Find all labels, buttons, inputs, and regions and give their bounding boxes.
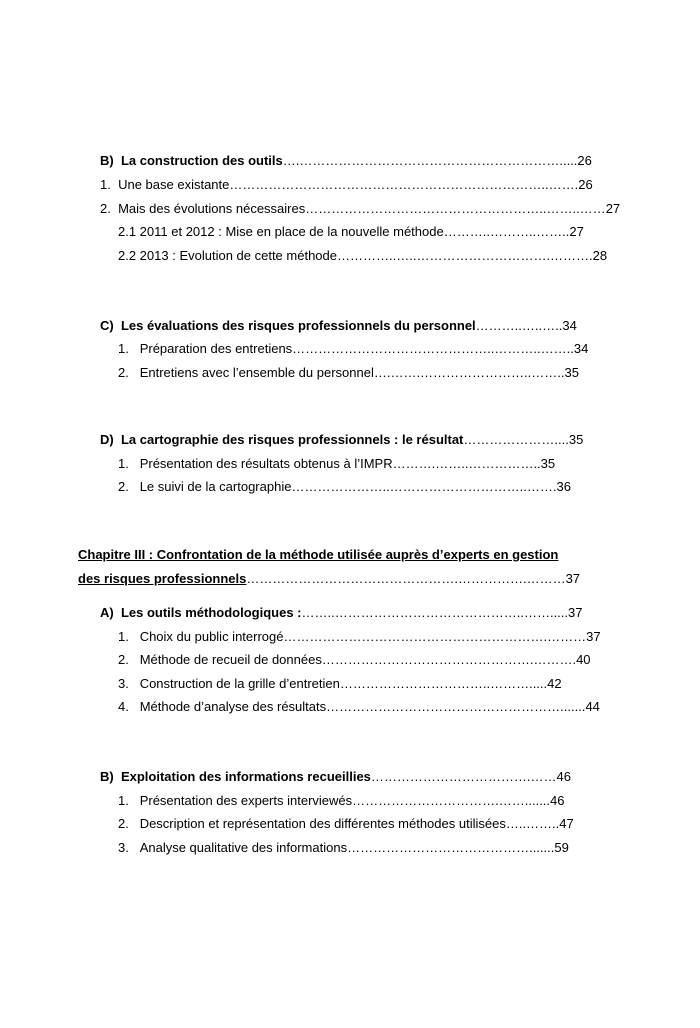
- toc-leader: …………………………………….......: [347, 840, 555, 855]
- toc-leader: …………………………….…….......: [352, 793, 551, 808]
- toc-marker: 1.: [118, 456, 129, 471]
- toc-text: Une base existante: [118, 177, 230, 192]
- toc-marker: B): [100, 153, 114, 168]
- toc-marker: 2.: [118, 479, 129, 494]
- toc-heading-d-cartographie[interactable]: [100, 432, 583, 448]
- toc-heading-b-exploitation[interactable]: [100, 769, 571, 785]
- toc-page-number: 34: [562, 318, 577, 333]
- toc-leader: ……………………………..……….....: [339, 676, 548, 691]
- toc-text: Présentation des résultats obtenus à l’IMPR: [139, 456, 393, 471]
- toc-text: Préparation des entretiens: [139, 341, 293, 356]
- toc-item[interactable]: [118, 456, 555, 472]
- toc-text: Construction de la grille d’entretien: [139, 676, 340, 691]
- toc-item[interactable]: [100, 201, 620, 217]
- toc-leader: ………..…..…..: [475, 318, 563, 333]
- toc-page-number: 37: [568, 605, 583, 620]
- toc-marker: 3.: [118, 676, 129, 691]
- toc-text: 2.1 2011 et 2012 : Mise en place de la nouvelle méthode: [118, 224, 444, 239]
- toc-leader: ……….……..……………..: [392, 456, 541, 471]
- toc-text: Entretiens avec l’ensemble du personnel: [139, 365, 374, 380]
- toc-page-number: 28: [592, 248, 608, 263]
- toc-marker: 1.: [118, 629, 129, 644]
- toc-page-number: 26: [578, 177, 593, 192]
- toc-chapter-3-title-line1[interactable]: [78, 547, 558, 563]
- toc-chapter-title: Chapitre III : Confrontation de la méthode utilisée auprès d’experts en gestion: [78, 547, 559, 562]
- toc-item[interactable]: [118, 793, 565, 809]
- toc-leader: ……..……………………………………..…….....: [301, 605, 569, 620]
- toc-item[interactable]: [118, 840, 569, 856]
- toc-text: 2.2 2013 : Evolution de cette méthode: [118, 248, 337, 263]
- toc-title: La construction des outils: [120, 153, 283, 168]
- toc-chapter-title: des risques professionnels: [78, 571, 247, 586]
- toc-page-number: 37: [586, 629, 601, 644]
- toc-item[interactable]: [118, 816, 574, 832]
- toc-page-number: 34: [573, 341, 589, 356]
- toc-page-number: 42: [547, 676, 562, 691]
- toc-text: Méthode de recueil de données: [139, 652, 322, 667]
- toc-text: Présentation des experts interviewés: [139, 793, 353, 808]
- toc-title: La cartographie des risques professionnels : le résultat: [120, 432, 464, 447]
- toc-leader: ………..………..……..: [443, 224, 570, 239]
- toc-item[interactable]: [118, 341, 588, 357]
- toc-text: Choix du public interrogé: [139, 629, 284, 644]
- toc-marker: B): [100, 769, 114, 784]
- toc-leader: ………………………………………………………………..…….: [229, 177, 579, 192]
- toc-leader: ……………………………………………….......: [326, 699, 586, 714]
- toc-marker: C): [100, 318, 114, 333]
- toc-title: Les outils méthodologiques :: [120, 605, 302, 620]
- toc-marker: 1.: [100, 177, 111, 192]
- toc-item[interactable]: [118, 676, 562, 692]
- toc-marker: 2.: [118, 365, 129, 380]
- toc-item[interactable]: [118, 479, 571, 495]
- toc-page-number: 27: [569, 224, 584, 239]
- toc-marker: 4.: [118, 699, 129, 714]
- toc-item[interactable]: [118, 699, 600, 715]
- toc-item[interactable]: [118, 365, 579, 381]
- toc-marker: 3.: [118, 840, 129, 855]
- toc-page-number: 35: [568, 432, 584, 447]
- toc-page-number: 37: [565, 571, 581, 586]
- toc-leader: ………………………………………………..……..……: [305, 201, 606, 216]
- toc-text: Le suivi de la cartographie: [139, 479, 292, 494]
- toc-chapter-3-title-line2[interactable]: [78, 571, 580, 587]
- toc-leader: …………………..…………………………..…….: [291, 479, 557, 494]
- toc-text: Mais des évolutions nécessaires: [118, 201, 306, 216]
- toc-leader: ………………………………………….…………….………: [246, 571, 566, 586]
- toc-leader: ………………………………………..………..……..: [292, 341, 574, 356]
- toc-page-number: 44: [585, 699, 600, 714]
- toc-marker: A): [100, 605, 114, 620]
- toc-heading-a-outils[interactable]: [100, 605, 583, 621]
- toc-text: Méthode d’analyse des résultats: [139, 699, 327, 714]
- toc-leader: …………………………………………………….………: [283, 629, 587, 644]
- toc-leader: ….…………………………………………………….....: [282, 153, 578, 168]
- toc-leader: …………………....: [463, 432, 569, 447]
- toc-leader: ………………………………………….……….: [321, 652, 577, 667]
- toc-text: Analyse qualitative des informations: [139, 840, 348, 855]
- toc-leader: …..……..: [505, 816, 560, 831]
- toc-page-number: 46: [550, 793, 565, 808]
- toc-leader: ……………………………….……: [370, 769, 557, 784]
- toc-page-number: 59: [554, 840, 569, 855]
- toc-marker: 2.: [100, 201, 111, 216]
- toc-item[interactable]: [100, 177, 593, 193]
- toc-page-number: 36: [556, 479, 571, 494]
- toc-page-number: 35: [564, 365, 579, 380]
- toc-text: Description et représentation des différentes méthodes utilisées: [139, 816, 506, 831]
- toc-marker: 1.: [118, 341, 129, 356]
- toc-heading-c-evaluations[interactable]: [100, 318, 577, 334]
- toc-subitem[interactable]: [118, 224, 584, 240]
- toc-marker: 2.: [118, 816, 129, 831]
- toc-marker: 1.: [118, 793, 129, 808]
- toc-leader: …………..…..………………………….……….: [337, 248, 593, 263]
- toc-page-number: 26: [577, 153, 592, 168]
- toc-page-number: 47: [559, 816, 574, 831]
- toc-item[interactable]: [118, 629, 601, 645]
- toc-title: Les évaluations des risques professionnels du personnel: [120, 318, 476, 333]
- toc-marker: 2.: [118, 652, 129, 667]
- toc-heading-b-construction[interactable]: [100, 153, 592, 169]
- toc-page-number: 46: [556, 769, 571, 784]
- toc-subitem[interactable]: [118, 248, 607, 264]
- toc-title: Exploitation des informations recueillies: [120, 769, 371, 784]
- toc-page-number: 35: [540, 456, 556, 471]
- toc-leader: ….…….……………………..……..: [373, 365, 565, 380]
- toc-marker: D): [100, 432, 114, 447]
- toc-page-number: 27: [605, 201, 621, 216]
- toc-page-number: 40: [576, 652, 591, 667]
- toc-item[interactable]: [118, 652, 591, 668]
